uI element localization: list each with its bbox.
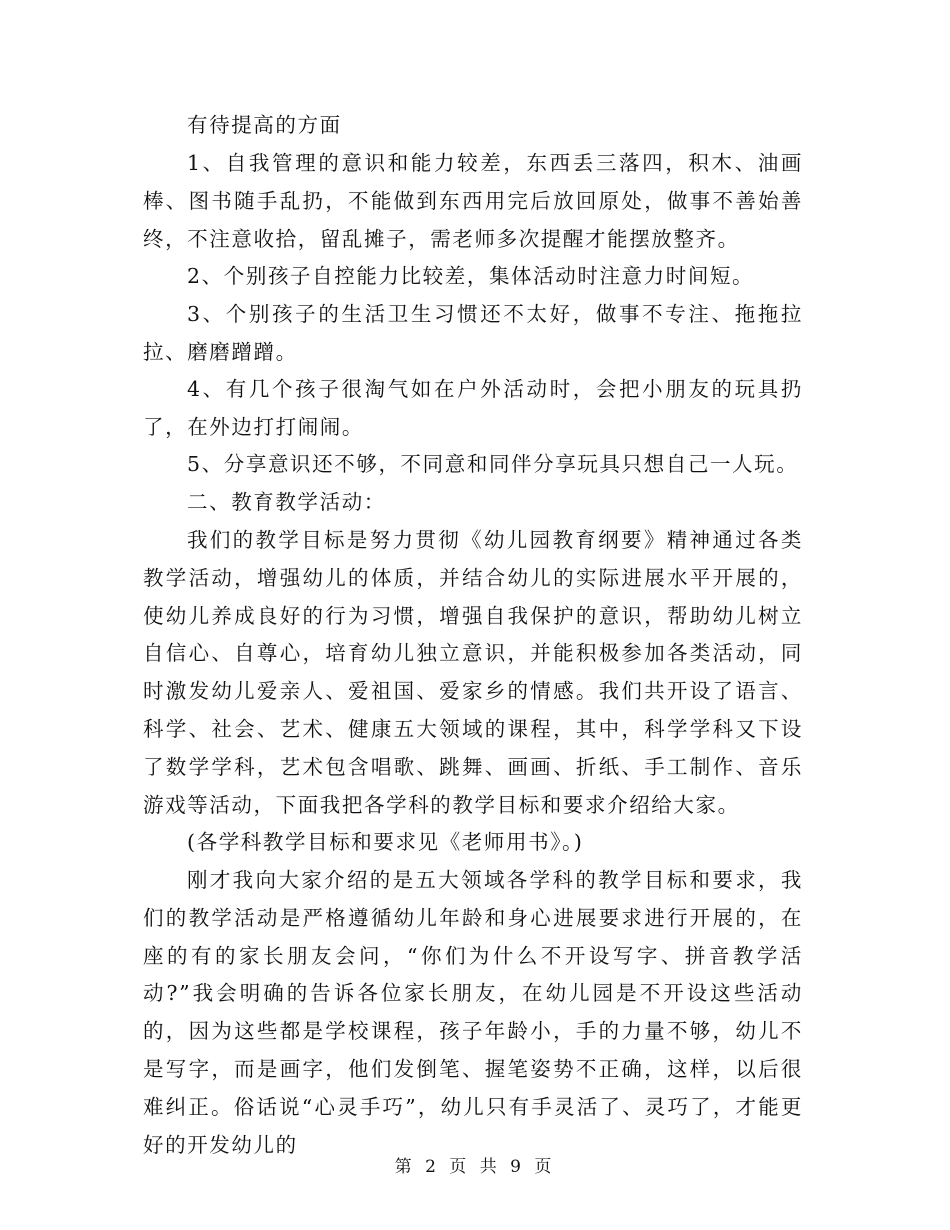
section-heading-teaching: 二、教育教学活动： <box>187 490 386 514</box>
paragraph-item-3: 3、个别孩子的生活卫生习惯还不太好，做事不专注、拖拖拉拉、磨磨蹭蹭。 <box>143 302 803 364</box>
paragraph-item-4: 4、有几个孩子很淘气如在户外活动时，会把小朋友的玩具扔了，在外边打打闹闹。 <box>143 377 803 439</box>
paragraph-teaching-goals: 我们的教学目标是努力贯彻《幼儿园教育纲要》精神通过各类教学活动，增强幼儿的体质，并结合幼儿的实际进展水平开展的，使幼儿养成良好的行为习惯，增强自我保护的意识，帮助幼儿树立自信心、自尊心，培育幼儿独立意识，并能积极参加各类活动，同时激发幼儿爱亲人、爱祖国、爱家乡的情感。我们共开设了语言、科学、社会、艺术、健康五大领域的课程，其中，科学学科又下设了数学学科，艺术包含唱歌、跳舞、画画、折纸、手工制作、音乐游戏等活动，下面我把各学科的教学目标和要求介绍给大家。 <box>143 528 803 817</box>
paragraph-item-1: 1、自我管理的意识和能力较差，东西丢三落四，积木、油画棒、图书随手乱扔，不能做到东西用完后放回原处，做事不善始善终，不注意收拾，留乱摊子，需老师多次提醒才能摆放整齐。 <box>143 151 803 251</box>
paragraph-item-5: 5、分享意识还不够，不同意和同伴分享玩具只想自己一人玩。 <box>187 452 799 476</box>
paragraph-explanation: 刚才我向大家介绍的是五大领域各学科的教学目标和要求，我们的教学活动是严格遵循幼儿年龄和身心进展要求进行开展的，在座的有的家长朋友会问，“你们为什么不开设写字、拼音教学活动?”我会明确的告诉各位家长朋友，在幼儿园是不开设这些活动的，因为这些都是学校课程，孩子年龄小，手的力量不够，幼儿不是写字，而是画字，他们发倒笔、握笔姿势不正确，这样，以后很难纠正。俗话说“心灵手巧”，幼儿只有手灵活了、灵巧了，才能更好的开发幼儿的 <box>143 868 803 1157</box>
section-heading-improvement: 有待提高的方面 <box>187 113 342 137</box>
page-footer: 第 2 页 共 9 页 <box>394 1157 556 1177</box>
paragraph-note: (各学科教学目标和要求见《老师用书》。) <box>187 830 584 854</box>
paragraph-item-2: 2、个别孩子自控能力比较差，集体活动时注意力时间短。 <box>187 264 755 288</box>
